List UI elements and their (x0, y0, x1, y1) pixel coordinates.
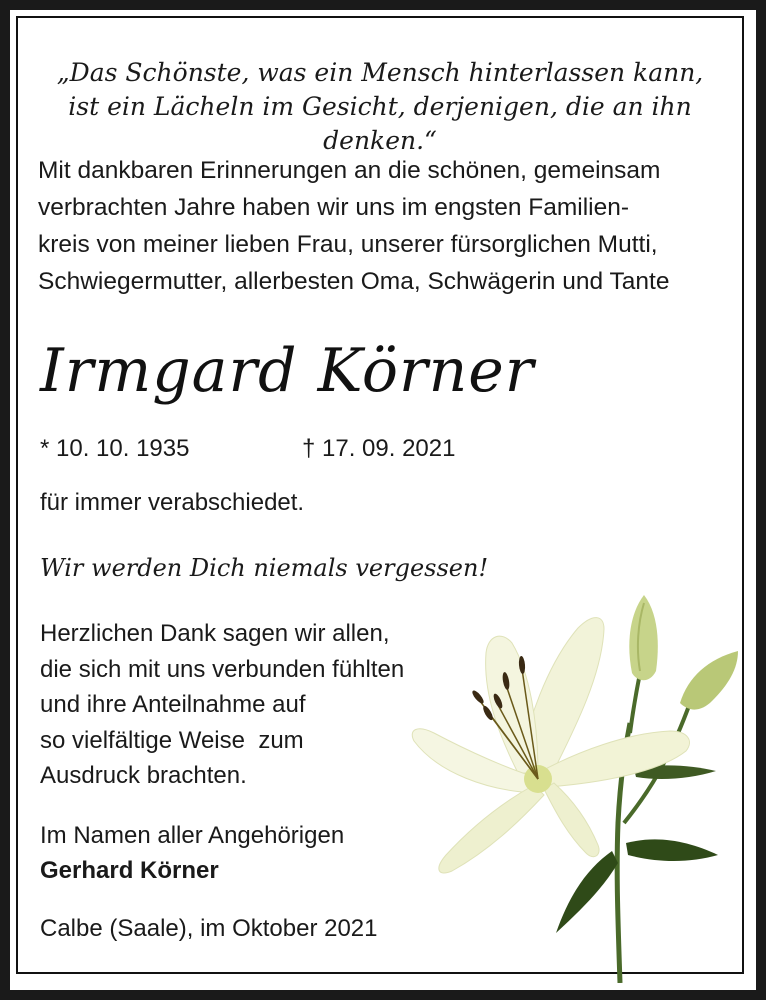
thanks-line-3: und ihre Anteilnahme auf (40, 691, 306, 718)
motto-text: Wir werden Dich niemals vergessen! (40, 554, 489, 582)
intro-line-2: verbrachten Jahre haben wir uns im engsten Familien- (38, 194, 630, 221)
intro-paragraph (38, 152, 728, 300)
thanks-line-4: so vielfältige Weise zum (40, 726, 304, 754)
intro-line-3: kreis von meiner lieben Frau, unserer fürsorglichen Mutti, (38, 231, 658, 258)
lily-petal-lower-left (439, 785, 544, 873)
lily-petal-upper-left (486, 636, 538, 773)
lily-petal-lower-right (544, 783, 599, 857)
lily-bud-right (680, 651, 738, 710)
thanks-line-1: Herzlichen Dank sagen wir allen, (40, 620, 390, 647)
thanks-line-2: die sich mit uns verbunden fühlten (40, 655, 405, 683)
quote-line-2: ist ein Lächeln im Gesicht, derjenigen, die an ihn denken.“ (68, 92, 692, 155)
birth-date: * 10. 10. 1935 (40, 435, 190, 462)
lily-leaf-right (626, 839, 718, 861)
signoff-preface: Im Namen aller Angehörigen (40, 822, 345, 849)
memorial-quote (18, 56, 742, 158)
lily-leaf-lower (556, 851, 618, 933)
thanks-paragraph (40, 616, 404, 794)
obituary-notice (16, 16, 744, 974)
intro-line-1: Mit dankbaren Erinnerungen an die schönen, gemeinsam (38, 157, 661, 184)
quote-line-1: „Das Schönste, was ein Mensch hinterlassen kann, (56, 58, 704, 87)
thanks-line-5: Ausdruck brachten. (40, 762, 247, 789)
farewell-text: für immer verabschiedet. (40, 489, 305, 516)
signoff (40, 818, 344, 888)
lily-flower-image (398, 573, 744, 983)
death-date: † 17. 09. 2021 (302, 435, 456, 462)
signer-name: Gerhard Körner (40, 857, 219, 884)
intro-line-4: Schwiegermutter, allerbesten Oma, Schwägerin und Tante (38, 268, 670, 295)
place-and-date: Calbe (Saale), im Oktober 2021 (40, 915, 378, 942)
deceased-name: Irmgard Körner (40, 336, 535, 406)
